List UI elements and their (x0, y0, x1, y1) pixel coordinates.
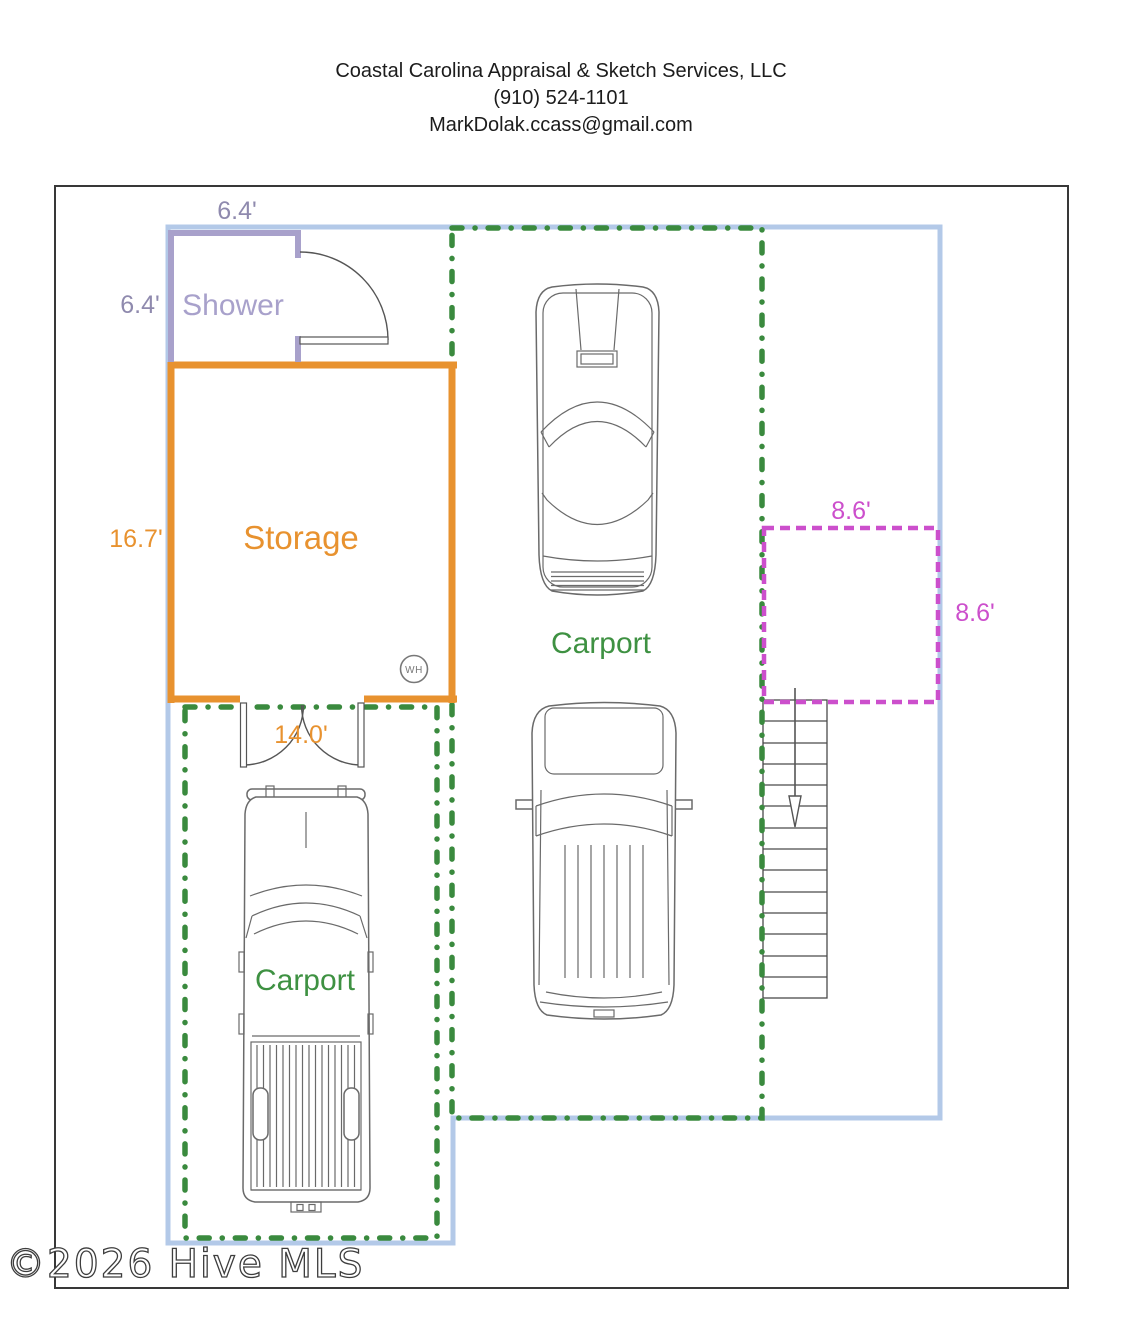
company-name: Coastal Carolina Appraisal & Sketch Services, LLC (335, 60, 787, 82)
email-address: MarkDolak.ccass@gmail.com (429, 114, 693, 136)
truck-bed-right-wheelwell (344, 1088, 359, 1140)
shower-room-label: Shower (182, 289, 284, 322)
sedan-top-view (536, 284, 659, 595)
mls-watermark: ©2026 Hive MLS (6, 1242, 365, 1287)
stairs (763, 688, 827, 998)
shower-height-dimension: 6.4' (120, 291, 160, 319)
lower-carport-label: Carport (254, 964, 356, 997)
patio-width-dimension: 8.6' (831, 497, 871, 525)
pickup-truck-top-view (239, 786, 373, 1212)
upper-carport-label: Carport (550, 627, 652, 660)
storage-height-dimension: 16.7' (109, 525, 163, 553)
storage-room-label: Storage (243, 519, 359, 556)
suv-right-mirror (674, 800, 692, 809)
patio-outline (764, 528, 938, 702)
water-heater-symbol (401, 656, 428, 683)
suv-top-view (516, 703, 692, 1020)
suv-left-mirror (516, 800, 534, 809)
shower-door-swing (300, 252, 388, 344)
truck-bed-left-wheelwell (253, 1088, 268, 1140)
shower-width-dimension: 6.4' (217, 197, 257, 225)
phone-number: (910) 524-1101 (493, 87, 629, 109)
patio-height-dimension: 8.6' (955, 599, 995, 627)
truck-hitch (291, 1202, 321, 1212)
water-heater-label: WH (405, 665, 423, 676)
storage-width-dimension: 14.0' (274, 721, 328, 749)
